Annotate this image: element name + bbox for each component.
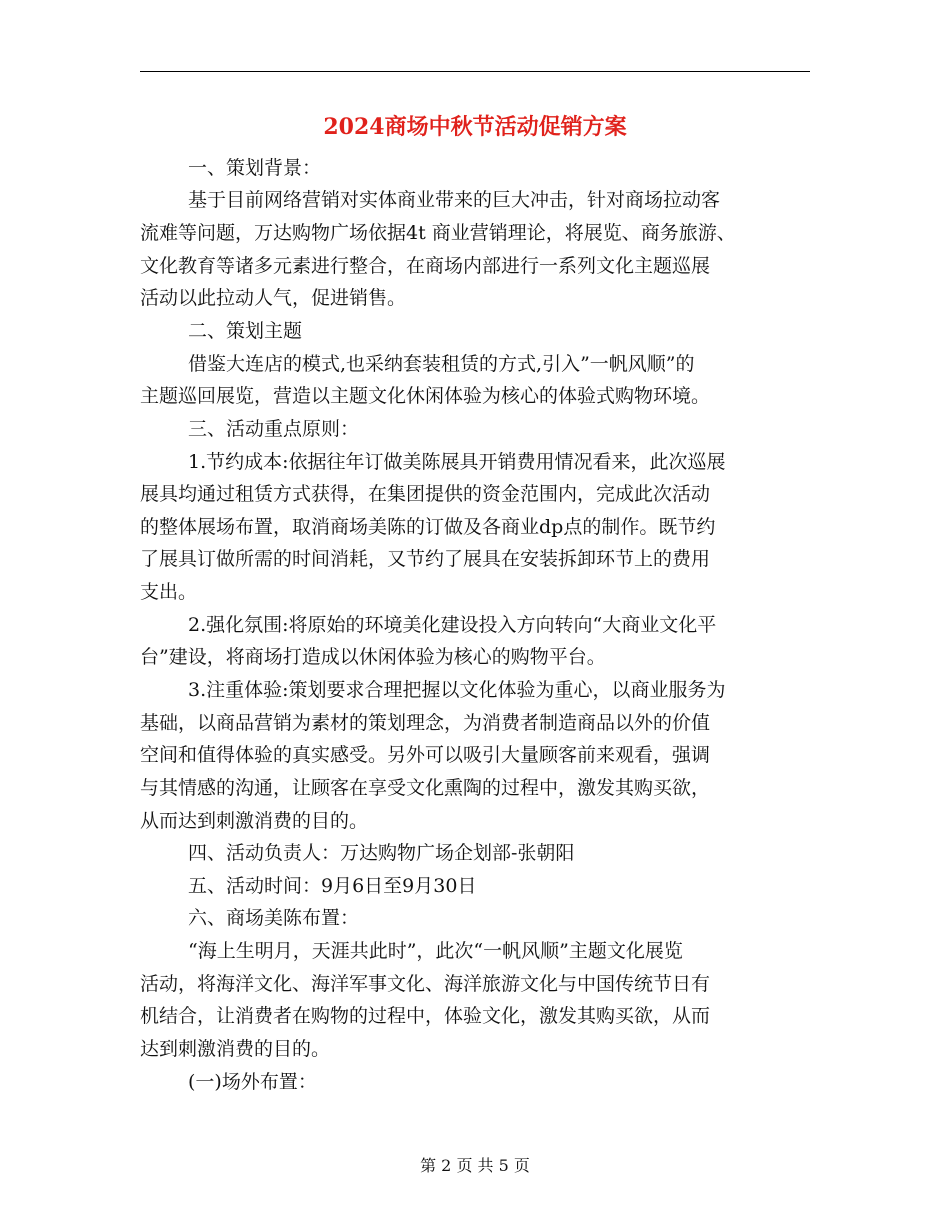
- heading-theme: 二、策划主题: [188, 320, 303, 342]
- body-line: 主题巡回展览，营造以主题文化休闲体验为核心的体验式购物环境。: [140, 385, 711, 407]
- body-line: 展具均通过租赁方式获得，在集团提供的资金范围内，完成此次活动: [140, 483, 711, 505]
- body-line: 与其情感的沟通，让顾客在享受文化熏陶的过程中，激发其购买欲，: [140, 777, 711, 799]
- heading-background: 一、策划背景：: [188, 157, 322, 179]
- header-rule: [140, 71, 810, 72]
- body-line: 活动，将海洋文化、海洋军事文化、海洋旅游文化与中国传统节日有: [140, 973, 711, 995]
- body-line: 空间和值得体验的真实感受。另外可以吸引大量顾客前来观看，强调: [140, 744, 711, 766]
- body-line: 2.强化氛围:将原始的环境美化建设投入方向转向“大商业文化平: [188, 614, 717, 636]
- document-title: 2024商场中秋节活动促销方案: [323, 114, 627, 140]
- heading-principles: 三、活动重点原则：: [188, 418, 360, 440]
- body-line: 3.注重体验:策划要求合理把握以文化体验为重心，以商业服务为: [188, 679, 726, 701]
- heading-decoration: 六、商场美陈布置：: [188, 907, 360, 929]
- body-line: 了展具订做所需的时间消耗，又节约了展具在安装拆卸环节上的费用: [140, 548, 711, 570]
- body-line: 基础，以商品营销为素材的策划理念，为消费者制造商品以外的价值: [140, 712, 711, 734]
- body-line: 达到刺激消费的目的。: [140, 1038, 331, 1060]
- page-footer: 第 2 页 共 5 页: [420, 1156, 530, 1175]
- subheading-outdoor: (一)场外布置：: [188, 1071, 317, 1093]
- body-line: 活动以此拉动人气，促进销售。: [140, 287, 407, 309]
- body-line: 支出。: [140, 581, 198, 603]
- body-line: 流难等问题，万达购物广场依据4t 商业营销理论，将展览、商务旅游、: [140, 222, 736, 244]
- body-line: 机结合，让消费者在购物的过程中，体验文化，激发其购买欲，从而: [140, 1005, 711, 1027]
- heading-responsible: 四、活动负责人：万达购物广场企划部-张朝阳: [188, 842, 575, 864]
- body-line: 从而达到刺激消费的目的。: [140, 810, 369, 832]
- body-line: “海上生明月，天涯共此时”，此次“一帆风顺”主题文化展览: [188, 940, 683, 962]
- body-line: 1.节约成本:依据往年订做美陈展具开销费用情况看来，此次巡展: [188, 451, 726, 473]
- heading-time: 五、活动时间：9月6日至9月30日: [188, 875, 477, 897]
- body-line: 台”建设，将商场打造成以休闲体验为核心的购物平台。: [140, 646, 606, 668]
- body-line: 文化教育等诸多元素进行整合，在商场内部进行一系列文化主题巡展: [140, 255, 711, 277]
- body-line: 基于目前网络营销对实体商业带来的巨大冲击，针对商场拉动客: [188, 189, 721, 211]
- body-line: 的整体展场布置，取消商场美陈的订做及各商业dp点的制作。既节约: [140, 516, 716, 538]
- body-line: 借鉴大连店的模式,也采纳套装租赁的方式,引入”一帆风顺”的: [188, 353, 695, 375]
